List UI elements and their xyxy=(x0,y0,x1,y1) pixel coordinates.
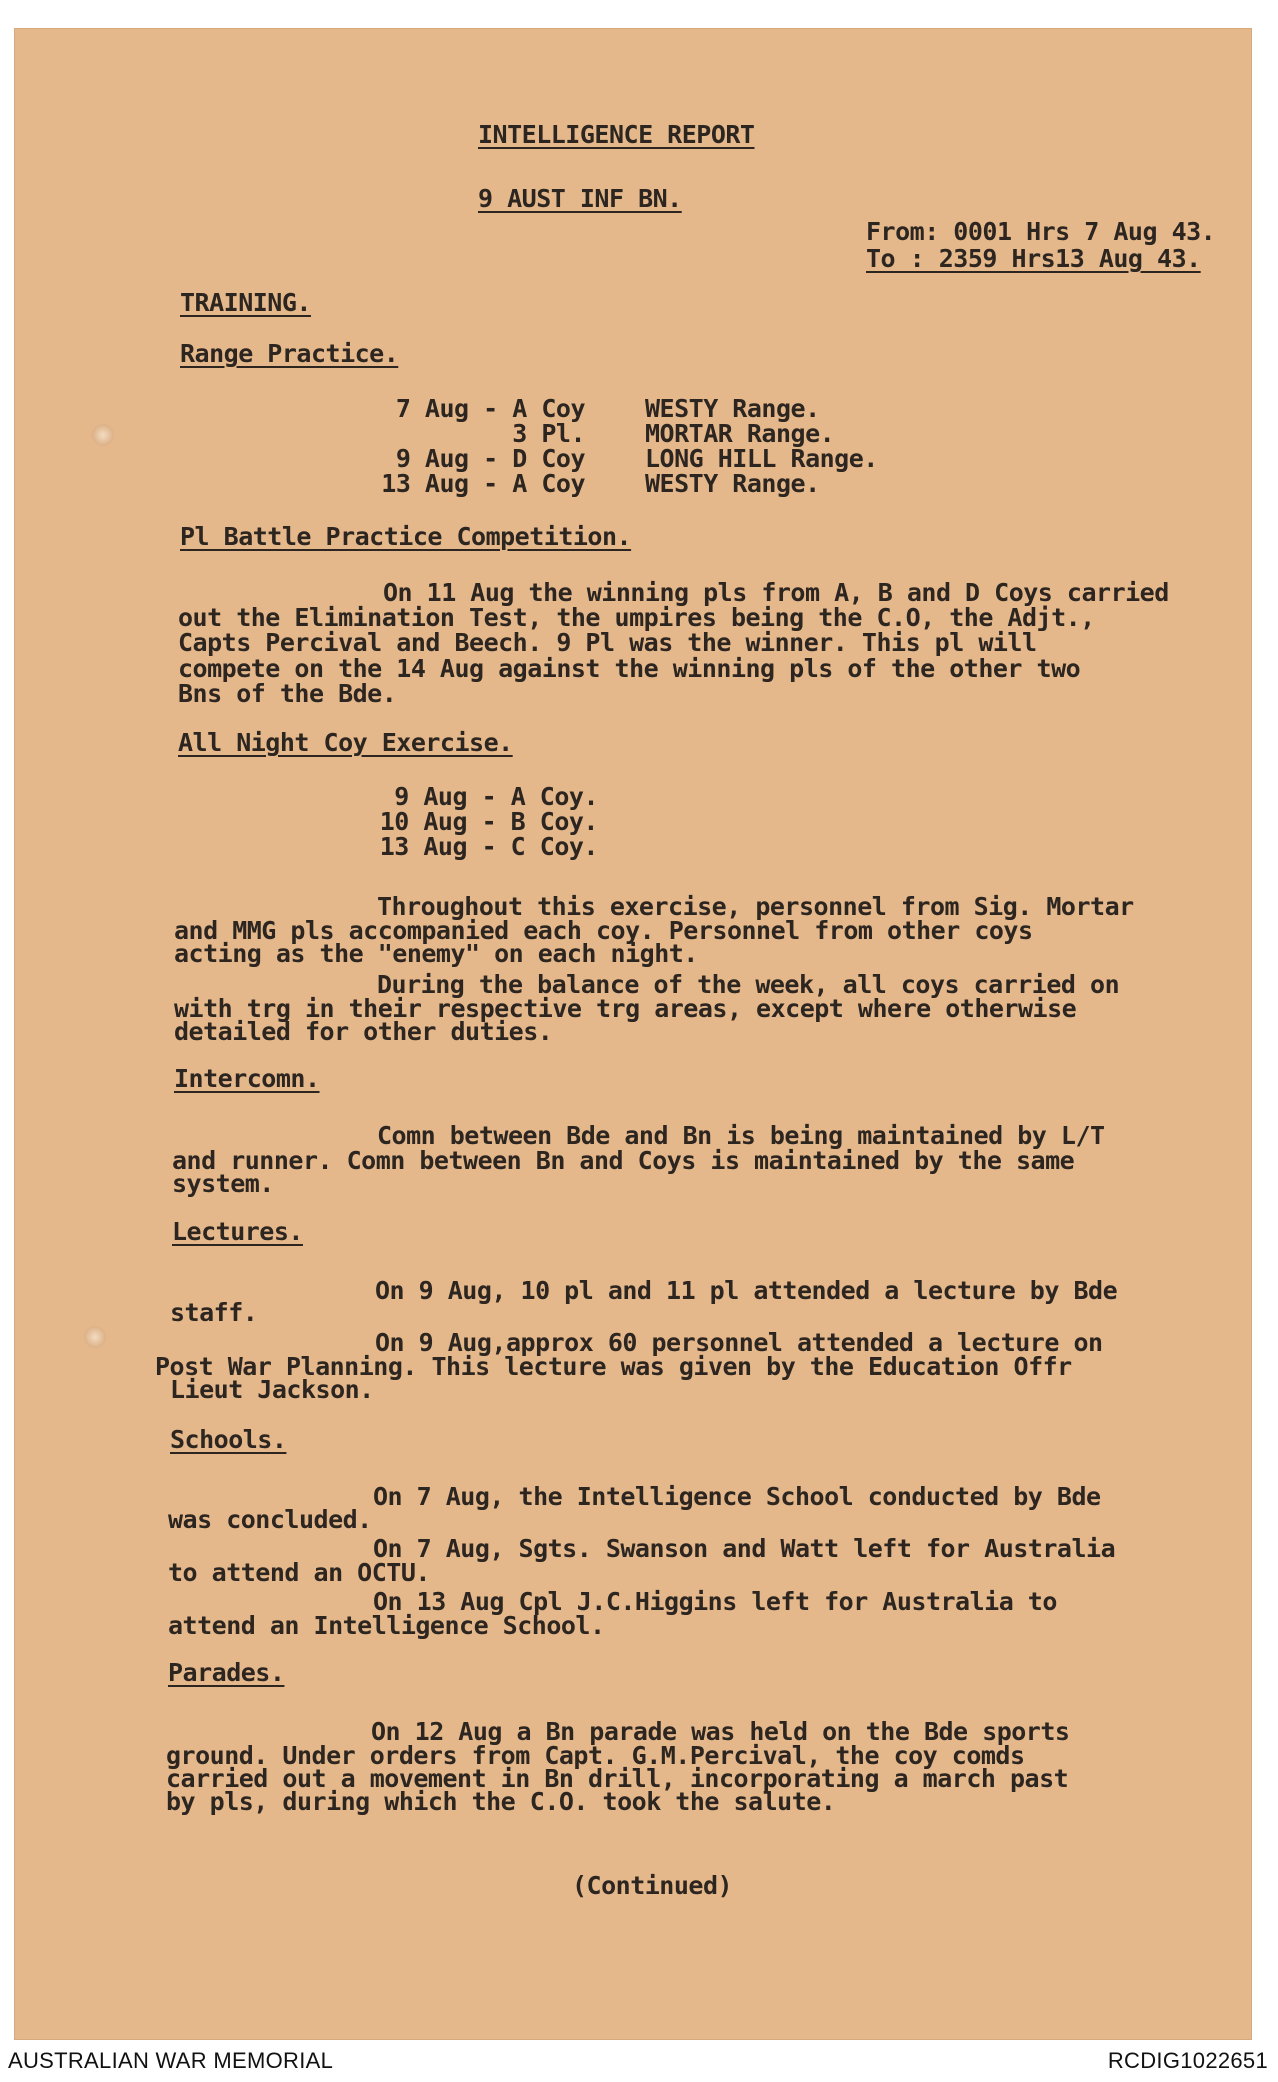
subheading-pl-battle-practice: Pl Battle Practice Competition. xyxy=(180,522,632,551)
paragraph-line: system. xyxy=(172,1169,274,1198)
exercise-dates xyxy=(330,784,598,859)
paragraph-line: On 7 Aug, the Intelligence School conducted by Bde xyxy=(373,1482,1101,1511)
paragraph-line: Post War Planning. This lecture was given by the Education Offr xyxy=(155,1352,1072,1381)
paragraph-line: by pls, during which the C.O. took the salute. xyxy=(166,1787,836,1816)
footer-institution: AUSTRALIAN WAR MEMORIAL xyxy=(8,2048,334,2073)
paragraph-line: On 9 Aug, 10 pl and 11 pl attended a lecture by Bde xyxy=(375,1276,1118,1305)
range-name: WESTY Range. xyxy=(645,469,820,498)
paragraph-line: On 11 Aug the winning pls from A, B and D Coys carried xyxy=(383,578,1169,607)
period-from: From: 0001 Hrs 7 Aug 43. xyxy=(866,217,1216,246)
paragraph-line: was concluded. xyxy=(168,1505,372,1534)
paragraph-line: detailed for other duties. xyxy=(174,1017,553,1046)
paragraph-line: attend an Intelligence School. xyxy=(168,1611,605,1640)
paragraph-line: Bns of the Bde. xyxy=(178,679,397,708)
paragraph-line: On 13 Aug Cpl J.C.Higgins left for Australia to xyxy=(373,1587,1057,1616)
subheading-range-practice: Range Practice. xyxy=(180,339,399,368)
section-heading-lectures: Lectures. xyxy=(172,1217,303,1246)
section-heading-schools: Schools. xyxy=(170,1425,287,1454)
range-name: MORTAR Range. xyxy=(645,419,835,448)
paragraph-line: staff. xyxy=(170,1298,258,1327)
range-date: 9 Aug - D Coy xyxy=(395,444,585,473)
paragraph-line: and runner. Comn between Bn and Coys is maintained by the same xyxy=(172,1146,1075,1175)
section-heading-intercomn: Intercomn. xyxy=(174,1064,320,1093)
paragraph-line: Capts Percival and Beech. 9 Pl was the winner. This pl will xyxy=(178,628,1037,657)
paragraph-line: During the balance of the week, all coys carried on xyxy=(377,970,1120,999)
paragraph-line: compete on the 14 Aug against the winning pls of the other two xyxy=(178,654,1081,683)
exercise-date: 13 Aug - C Coy. xyxy=(379,832,598,861)
range-date: 13 Aug - A Coy xyxy=(381,469,585,498)
footer-record-id: RCDIG1022651 xyxy=(1107,2048,1268,2073)
paragraph-line: Lieut Jackson. xyxy=(170,1375,374,1404)
section-heading-parades: Parades. xyxy=(168,1658,285,1687)
range-practice-dates xyxy=(340,396,585,496)
subheading-all-night-exercise: All Night Coy Exercise. xyxy=(178,728,513,757)
range-date: 7 Aug - A Coy xyxy=(395,394,585,423)
paragraph-line: On 9 Aug,approx 60 personnel attended a lecture on xyxy=(375,1328,1103,1357)
paragraph-line: to attend an OCTU. xyxy=(168,1558,430,1587)
paragraph-line: On 12 Aug a Bn parade was held on the Bde sports xyxy=(371,1717,1070,1746)
paragraph-line: acting as the "enemy" on each night. xyxy=(174,939,698,968)
paragraph-line: ground. Under orders from Capt. G.M.Percival, the coy comds xyxy=(166,1741,1025,1770)
range-practice-ranges xyxy=(645,396,878,496)
continued-note: (Continued) xyxy=(572,1871,733,1900)
period-to: To : 2359 Hrs13 Aug 43. xyxy=(866,244,1201,273)
section-heading-training: TRAINING. xyxy=(180,288,311,317)
paragraph-line: with trg in their respective trg areas, except where otherwise xyxy=(174,994,1077,1023)
paragraph-line: and MMG pls accompanied each coy. Personnel from other coys xyxy=(174,916,1033,945)
range-name: LONG HILL Range. xyxy=(645,444,878,473)
paragraph-line: On 7 Aug, Sgts. Swanson and Watt left for Australia xyxy=(373,1534,1116,1563)
exercise-date: 10 Aug - B Coy. xyxy=(379,807,598,836)
unit-name: 9 AUST INF BN. xyxy=(478,184,682,213)
report-title: INTELLIGENCE REPORT xyxy=(478,120,755,149)
paragraph-line: Throughout this exercise, personnel from Sig. Mortar xyxy=(377,892,1134,921)
range-name: WESTY Range. xyxy=(645,394,820,423)
paragraph-line: carried out a movement in Bn drill, incorporating a march past xyxy=(166,1764,1069,1793)
paragraph-line: out the Elimination Test, the umpires being the C.O, the Adjt., xyxy=(178,603,1095,632)
exercise-date: 9 Aug - A Coy. xyxy=(394,782,598,811)
paragraph-line: Comn between Bde and Bn is being maintained by L/T xyxy=(377,1121,1105,1150)
range-date: 3 Pl. xyxy=(512,419,585,448)
